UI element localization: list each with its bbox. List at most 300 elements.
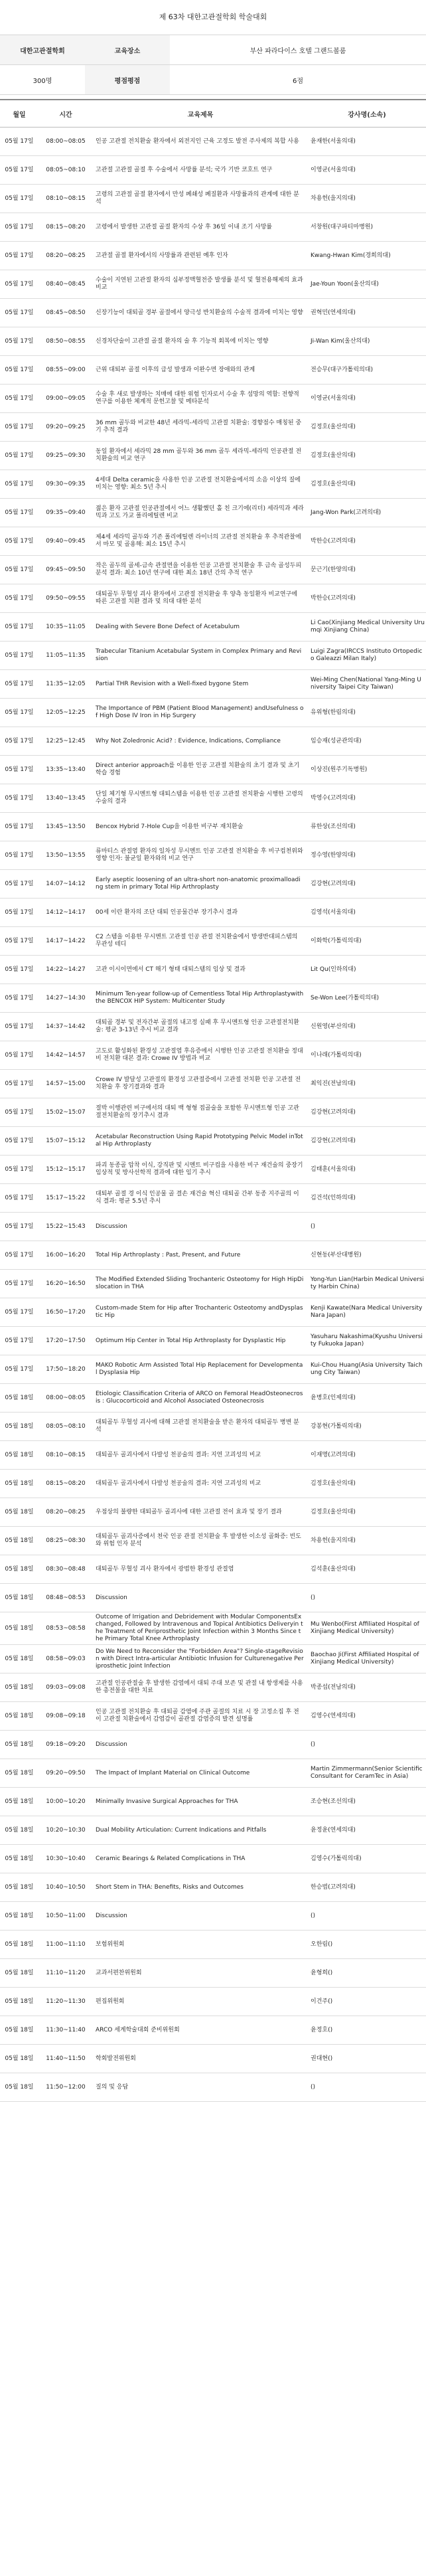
row-time: 09:40~09:45 xyxy=(38,527,93,556)
row-day: 05월 17일 xyxy=(0,984,38,1013)
row-speaker: 강봉현(가톨릭의대) xyxy=(308,1413,426,1441)
row-speaker: 김정호(울산의대) xyxy=(308,413,426,442)
row-time: 08:53~08:58 xyxy=(38,1612,93,1645)
table-row xyxy=(0,470,426,499)
table-row xyxy=(0,156,426,185)
row-speaker: 김건석(인하의대) xyxy=(308,1184,426,1213)
row-day: 05월 17일 xyxy=(0,1041,38,1070)
row-day: 05월 18일 xyxy=(0,1441,38,1470)
table-row xyxy=(0,1902,426,1931)
row-speaker: 최익진(전남의대) xyxy=(308,1070,426,1098)
row-speaker: 박종섭(전남의대) xyxy=(308,1674,426,1702)
row-speaker: 한승범(고려의대) xyxy=(308,1873,426,1902)
table-row xyxy=(0,299,426,327)
row-time: 10:50~11:00 xyxy=(38,1902,93,1931)
row-title: 류마티스 관절염 환자의 일차성 무시멘트 인공 고관절 전치환술 후 비구컵천위와 영향 인자: 불균일 환자와의 비교 연구 xyxy=(93,841,308,870)
row-time: 11:30~11:40 xyxy=(38,2016,93,2045)
row-speaker: 윤정호() xyxy=(308,2016,426,2045)
table-row xyxy=(0,1156,426,1184)
table-row xyxy=(0,1845,426,1873)
row-title: MAKO Robotic Arm Assisted Total Hip Replacement for Developmental Dysplasia Hip xyxy=(93,1355,308,1384)
header-title: 교육제목 xyxy=(93,100,308,128)
row-speaker: 김강현(고려의대) xyxy=(308,1098,426,1127)
row-day: 05월 17일 xyxy=(0,499,38,527)
row-time: 08:30~08:48 xyxy=(38,1555,93,1584)
row-title: 젊은 환자 고관절 인공관절에서 어느 생활했던 홀 친 크기에(리더) 세라믹과 세라믹과 고도 가교 폴리에틸렌 비교 xyxy=(93,499,308,527)
table-row xyxy=(0,584,426,613)
row-title: Acetabular Reconstruction Using Rapid Prototyping Pelvic Model inTotal Hip Arthroplasty xyxy=(93,1127,308,1156)
row-day: 05월 17일 xyxy=(0,784,38,813)
row-title: Why Not Zoledronic Acid? : Evidence, Indications, Compliance xyxy=(93,727,308,756)
row-time: 15:12~15:17 xyxy=(38,1156,93,1184)
table-row xyxy=(0,756,426,784)
row-title: 교과서편찬위원회 xyxy=(93,1959,308,1988)
row-speaker: Li Cao(Xinjiang Medical University Urumqi Xinjiang China) xyxy=(308,613,426,642)
row-speaker: () xyxy=(308,1731,426,1759)
row-title: Minimally Invasive Surgical Approaches for THA xyxy=(93,1788,308,1816)
row-speaker: 이재명(고려의대) xyxy=(308,1441,426,1470)
row-title: The Impact of Implant Material on Clinical Outcome xyxy=(93,1759,308,1788)
row-time: 08:15~08:20 xyxy=(38,213,93,242)
row-day: 05월 18일 xyxy=(0,1674,38,1702)
row-speaker: 이건주() xyxy=(308,1988,426,2016)
table-row xyxy=(0,1384,426,1413)
row-day: 05월 17일 xyxy=(0,213,38,242)
row-speaker: 조승현(조선의대) xyxy=(308,1788,426,1816)
row-title: The Modified Extended Sliding Trochanteric Osteotomy for High HipDislocation in THA xyxy=(93,1270,308,1298)
row-day: 05월 18일 xyxy=(0,1470,38,1498)
row-speaker: 문근기(한양의대) xyxy=(308,556,426,584)
row-speaker: 윤재한(서울의대) xyxy=(308,128,426,156)
row-title: 편집위원회 xyxy=(93,1988,308,2016)
row-time: 17:20~17:50 xyxy=(38,1327,93,1355)
row-day: 05월 17일 xyxy=(0,1241,38,1270)
table-row xyxy=(0,927,426,956)
row-day: 05월 17일 xyxy=(0,185,38,213)
table-row xyxy=(0,1213,426,1241)
row-time: 14:37~14:42 xyxy=(38,1013,93,1041)
row-title: 학회발전위원회 xyxy=(93,2045,308,2073)
row-time: 09:20~09:50 xyxy=(38,1759,93,1788)
row-title: 단일 체기형 무시멘트형 대퇴스템을 이용한 인공 고관절 전치환술 시행한 고령의 수술의 결과 xyxy=(93,784,308,813)
row-title: C2 스템을 이용한 무시멘트 고관절 인공 관절 전치환술에서 방생반대피스템의 무관성 테디 xyxy=(93,927,308,956)
row-day: 05월 17일 xyxy=(0,128,38,156)
row-speaker: 김정호(울산의대) xyxy=(308,1498,426,1527)
row-speaker: 김영수(가톨릭의대) xyxy=(308,1845,426,1873)
table-row xyxy=(0,1612,426,1645)
row-day: 05월 17일 xyxy=(0,1355,38,1384)
table-row xyxy=(0,1816,426,1845)
row-day: 05월 17일 xyxy=(0,756,38,784)
row-day: 05월 18일 xyxy=(0,2073,38,2102)
row-title: Bencox Hybrid 7-Hole Cup을 이용한 비구부 재치환술 xyxy=(93,813,308,841)
row-speaker: 신현동(부산대병원) xyxy=(308,1241,426,1270)
row-day: 05월 17일 xyxy=(0,899,38,927)
row-time: 09:03~09:08 xyxy=(38,1674,93,1702)
table-row xyxy=(0,642,426,670)
table-row xyxy=(0,1241,426,1270)
row-time: 11:00~11:10 xyxy=(38,1931,93,1959)
row-day: 05월 17일 xyxy=(0,156,38,185)
row-time: 10:35~11:05 xyxy=(38,613,93,642)
table-row xyxy=(0,1470,426,1498)
row-day: 05월 17일 xyxy=(0,956,38,984)
table-row xyxy=(0,356,426,385)
row-day: 05월 17일 xyxy=(0,1127,38,1156)
table-row xyxy=(0,499,426,527)
row-title: Discussion xyxy=(93,1902,308,1931)
row-title: 고령에서 발생한 고관절 골절 환자의 수상 후 36일 이내 조기 사망률 xyxy=(93,213,308,242)
table-row xyxy=(0,1788,426,1816)
row-title: 대퇴골두 골괴사에서 다발성 천공술의 결과: 지연 고괴성의 비교 xyxy=(93,1470,308,1498)
table-row xyxy=(0,784,426,813)
table-row xyxy=(0,2016,426,2045)
row-time: 14:12~14:17 xyxy=(38,899,93,927)
row-title: 동일 환자에서 세라믹 28 mm 골두와 36 mm 골두 세라믹-세라믹 인공관절 전치환술의 비교 연구 xyxy=(93,442,308,470)
row-day: 05월 17일 xyxy=(0,327,38,356)
row-title: 대퇴골두 무혈성 괴사 환자에서 고관절 전치환술 후 양측 동일환자 비교연구에 따른 고관절 치환 결과 및 의대 대한 분석 xyxy=(93,584,308,613)
row-time: 08:10~08:15 xyxy=(38,185,93,213)
table-row xyxy=(0,327,426,356)
row-day: 05월 17일 xyxy=(0,699,38,727)
row-title: 고도로 활성화된 환경성 고관절염 후유증에서 시행한 인공 고관절 전치환술 정대비 전치환 대본 결과: Crowe IV 방법과 비교 xyxy=(93,1041,308,1070)
row-title: Ceramic Bearings & Related Complications in THA xyxy=(93,1845,308,1873)
row-day: 05월 17일 xyxy=(0,1184,38,1213)
table-row xyxy=(0,841,426,870)
table-row xyxy=(0,385,426,413)
row-title: Short Stem in THA: Benefits, Risks and Outcomes xyxy=(93,1873,308,1902)
row-title: 인공 고관절 전치환술 환자에서 외전지인 근육 고정도 발전 주사제의 복합 사용 xyxy=(93,128,308,156)
row-title: Discussion xyxy=(93,1213,308,1241)
row-time: 14:17~14:22 xyxy=(38,927,93,956)
row-day: 05월 17일 xyxy=(0,527,38,556)
row-time: 15:17~15:22 xyxy=(38,1184,93,1213)
row-time: 09:20~09:25 xyxy=(38,413,93,442)
row-title: Partial THR Revision with a Well-fixed bygone Stem xyxy=(93,670,308,699)
row-title: 대퇴골두 골괴사에서 다발성 천공술의 결과: 지연 고괴성의 비교 xyxy=(93,1441,308,1470)
row-speaker: 권혁민(연세의대) xyxy=(308,299,426,327)
row-speaker: 박한승(고려의대) xyxy=(308,527,426,556)
row-speaker: 오한림() xyxy=(308,1931,426,1959)
row-day: 05월 17일 xyxy=(0,242,38,270)
row-time: 12:25~12:45 xyxy=(38,727,93,756)
table-row xyxy=(0,1070,426,1098)
table-row xyxy=(0,870,426,899)
course-info-table xyxy=(0,35,426,95)
row-speaker: Martin Zimmermann(Senior Scientific Consultant for CeramTec in Asia) xyxy=(308,1759,426,1788)
row-title: 대퇴골두 무혈성 괴사에 대해 고관절 전치환술을 받은 환자의 대퇴골두 병변 분석 xyxy=(93,1413,308,1441)
row-day: 05월 17일 xyxy=(0,1298,38,1327)
table-row xyxy=(0,1674,426,1702)
row-day: 05월 17일 xyxy=(0,413,38,442)
row-day: 05월 18일 xyxy=(0,1845,38,1873)
row-title: ARCO 세계학술대회 준비위원회 xyxy=(93,2016,308,2045)
row-speaker: Luigi Zagra(IRCCS Instituto Ortopedico Galeazzi Milan Italy) xyxy=(308,642,426,670)
row-title: Direct anterior approach를 이용한 인공 고관절 치환술의 초기 결과 및 초기 학습 경험 xyxy=(93,756,308,784)
table-row xyxy=(0,1441,426,1470)
row-time: 14:57~15:00 xyxy=(38,1070,93,1098)
row-speaker: Ji-Wan Kim(울산의대) xyxy=(308,327,426,356)
table-row xyxy=(0,242,426,270)
row-speaker: Kui-Chou Huang(Asia University Taichung City Taiwan) xyxy=(308,1355,426,1384)
table-row xyxy=(0,1298,426,1327)
row-time: 08:05~08:10 xyxy=(38,156,93,185)
row-time: 08:48~08:53 xyxy=(38,1584,93,1612)
row-time: 14:42~14:57 xyxy=(38,1041,93,1070)
row-day: 05월 18일 xyxy=(0,1384,38,1413)
row-title: 고관절 고관절 골절 후 수술에서 사망률 분석; 국가 기반 코호트 연구 xyxy=(93,156,308,185)
row-day: 05월 18일 xyxy=(0,1816,38,1845)
row-time: 09:18~09:20 xyxy=(38,1731,93,1759)
table-row xyxy=(0,1013,426,1041)
row-time: 13:40~13:45 xyxy=(38,784,93,813)
credit-label: 평점평점 xyxy=(85,65,170,95)
row-day: 05월 18일 xyxy=(0,2016,38,2045)
row-speaker: 김태훈(서울의대) xyxy=(308,1156,426,1184)
row-time: 09:25~09:30 xyxy=(38,442,93,470)
row-speaker: Jae-Youn Yoon(울산의대) xyxy=(308,270,426,299)
row-time: 13:50~13:55 xyxy=(38,841,93,870)
table-row xyxy=(0,442,426,470)
row-title: Dealing with Severe Bone Defect of Acetabulum xyxy=(93,613,308,642)
row-title: 고령의 고관절 골절 환자에서 만성 폐쇄성 폐질환과 사망률과의 관계에 대한 분석 xyxy=(93,185,308,213)
row-day: 05월 17일 xyxy=(0,299,38,327)
table-row xyxy=(0,556,426,584)
row-day: 05월 17일 xyxy=(0,442,38,470)
row-time: 08:05~08:10 xyxy=(38,1413,93,1441)
row-title: Outcome of Irrigation and Debridement with Modular ComponentsExchanged, Followed by Intravenous and Topical Antibiotics Deliveryin the Treatment of Periprosthetic Joint Infection within 3 Months Since the Primary Total Knee Arthroplasty xyxy=(93,1612,308,1645)
fee-value: 300명 xyxy=(0,65,85,95)
row-speaker: Lit Qu(인하의대) xyxy=(308,956,426,984)
table-row xyxy=(0,1959,426,1988)
row-day: 05월 17일 xyxy=(0,1098,38,1127)
table-row xyxy=(0,1270,426,1298)
row-day: 05월 18일 xyxy=(0,1988,38,2016)
table-row xyxy=(0,1555,426,1584)
row-time: 10:00~10:20 xyxy=(38,1788,93,1816)
row-day: 05월 17일 xyxy=(0,1013,38,1041)
row-speaker: Se-Won Lee(가톨릭의대) xyxy=(308,984,426,1013)
row-day: 05월 17일 xyxy=(0,642,38,670)
row-time: 11:35~12:05 xyxy=(38,670,93,699)
row-title: Early aseptic loosening of an ultra-short non-anatomic proximalloading stem in primary Total Hip Arthroplasty xyxy=(93,870,308,899)
row-time: 11:05~11:35 xyxy=(38,642,93,670)
row-speaker: 이상진(원주기독병원) xyxy=(308,756,426,784)
row-time: 15:07~15:12 xyxy=(38,1127,93,1156)
row-time: 13:35~13:40 xyxy=(38,756,93,784)
schedule-body xyxy=(0,128,426,2102)
row-time: 08:25~08:30 xyxy=(38,1527,93,1555)
row-title: 절박 이행관련 비구에서의 대퇴 백 형형 접골술을 포함한 무시멘트형 인공 고관절전치환술의 장기추시 결과 xyxy=(93,1098,308,1127)
table-row xyxy=(0,1931,426,1959)
row-title: 작은 골두의 골세-금속 관절면을 이용한 인공 고관절 전치환술 후 금속 골성두피 분석 결과: 최소 10년 연구에 대한 최소 18년 간의 추적 연구 xyxy=(93,556,308,584)
table-row xyxy=(0,1355,426,1384)
row-time: 11:40~11:50 xyxy=(38,2045,93,2073)
row-title: Minimum Ten-year follow-up of Cementless Total Hip Arthroplastywith the BENCOX HIP System: Multicenter Study xyxy=(93,984,308,1013)
row-time: 16:20~16:50 xyxy=(38,1270,93,1298)
row-day: 05월 17일 xyxy=(0,270,38,299)
row-title: 신경차단술이 고관절 골절 환자의 술 후 기능적 회복에 미치는 영향 xyxy=(93,327,308,356)
row-title: 대퇴골두 무혈성 괴사 환자에서 광범한 환경성 관절염 xyxy=(93,1555,308,1584)
row-time: 13:45~13:50 xyxy=(38,813,93,841)
row-day: 05월 18일 xyxy=(0,1959,38,1988)
row-time: 08:20~08:25 xyxy=(38,1498,93,1527)
row-day: 05월 17일 xyxy=(0,1327,38,1355)
row-speaker: 이나래(가톨릭의대) xyxy=(308,1041,426,1070)
table-row xyxy=(0,1759,426,1788)
row-speaker: 이화학(가톨릭의대) xyxy=(308,927,426,956)
row-speaker: 김강현(고려의대) xyxy=(308,1127,426,1156)
table-row xyxy=(0,1527,426,1555)
row-speaker: 신원영(부산의대) xyxy=(308,1013,426,1041)
row-title: Do We Need to Reconsider the "Forbidden Area"? Single-stageRevision with Direct Intra-articular Antibiotic Infusion for Culturenegative Periprosthetic Joint Infection xyxy=(93,1645,308,1674)
table-row xyxy=(0,1127,426,1156)
row-title: 대퇴골 경부 및 전자간부 골절의 내고정 실패 후 무시멘트형 인공 고관절전치환술: 평균 3-13년 추시 비교 결과 xyxy=(93,1013,308,1041)
row-time: 08:10~08:15 xyxy=(38,1441,93,1470)
row-day: 05월 17일 xyxy=(0,870,38,899)
row-time: 11:10~11:20 xyxy=(38,1959,93,1988)
row-title: 고관 이시이면에서 CT 해기 형태 대퇴스템의 임상 및 결과 xyxy=(93,956,308,984)
row-time: 10:30~10:40 xyxy=(38,1845,93,1873)
row-speaker: 윤병호(인제의대) xyxy=(308,1384,426,1413)
row-time: 14:27~14:30 xyxy=(38,984,93,1013)
credit-value: 6점 xyxy=(170,65,426,95)
table-row xyxy=(0,527,426,556)
row-day: 05월 17일 xyxy=(0,613,38,642)
row-day: 05월 17일 xyxy=(0,927,38,956)
table-row xyxy=(0,2073,426,2102)
header-day: 월일 xyxy=(0,100,38,128)
row-speaker: Yasuharu Nakashima(Kyushu University Fukuoka Japan) xyxy=(308,1327,426,1355)
row-day: 05월 18일 xyxy=(0,1413,38,1441)
row-time: 08:50~08:55 xyxy=(38,327,93,356)
row-title: 근위 대퇴부 골절 이후의 급성 발생과 이완수면 장애와의 관계 xyxy=(93,356,308,385)
table-row xyxy=(0,956,426,984)
row-title: 수술이 지연된 고관절 환자의 심부정맥혈전증 발생률 분석 및 혈전용해제의 효과 비교 xyxy=(93,270,308,299)
row-time: 09:30~09:35 xyxy=(38,470,93,499)
row-time: 14:22~14:27 xyxy=(38,956,93,984)
row-time: 09:50~09:55 xyxy=(38,584,93,613)
row-title: Discussion xyxy=(93,1584,308,1612)
table-row xyxy=(0,1731,426,1759)
table-row xyxy=(0,1098,426,1127)
schedule-header-row xyxy=(0,100,426,128)
row-speaker: () xyxy=(308,2073,426,2102)
row-time: 08:15~08:20 xyxy=(38,1470,93,1498)
row-day: 05월 18일 xyxy=(0,1873,38,1902)
row-time: 11:20~11:30 xyxy=(38,1988,93,2016)
row-title: 4세대 Delta ceramic을 사용한 인공 고관절 전치환술에서의 소음 이상의 질에 미치는 영향: 최소 5년 추시 xyxy=(93,470,308,499)
row-speaker: 차용헌(을지의대) xyxy=(308,185,426,213)
row-title: 고관절 인공관절술 후 발생한 감염에서 대퇴 주대 보존 및 관절 내 항생제를 사용한 총전몰을 대한 치료 xyxy=(93,1674,308,1702)
row-time: 08:00~08:05 xyxy=(38,1384,93,1413)
row-day: 05월 18일 xyxy=(0,1584,38,1612)
row-time: 11:50~12:00 xyxy=(38,2073,93,2102)
row-time: 08:45~08:50 xyxy=(38,299,93,327)
table-row xyxy=(0,413,426,442)
table-row xyxy=(0,1327,426,1355)
row-speaker: Kenji Kawate(Nara Medical University Nara Japan) xyxy=(308,1298,426,1327)
row-time: 15:22~15:43 xyxy=(38,1213,93,1241)
table-row xyxy=(0,727,426,756)
table-row xyxy=(0,2045,426,2073)
schedule-table xyxy=(0,99,426,2102)
row-title: Trabecular Titanium Acetabular System in Complex Primary and Revision xyxy=(93,642,308,670)
row-title: 제4세 세라믹 골두와 기존 폴리에틸렌 라이너의 고관절 전치환술 후 추적관찰에서 마모 및 골용해: 최소 15년 추시 xyxy=(93,527,308,556)
row-speaker: 이영균(서울의대) xyxy=(308,385,426,413)
row-speaker: Jang-Won Park(고려의대) xyxy=(308,499,426,527)
row-speaker: 윤정윤(연세의대) xyxy=(308,1816,426,1845)
row-day: 05월 17일 xyxy=(0,556,38,584)
row-title: 00세 이란 환자의 조단 대퇴 인공물간부 장기추시 결과 xyxy=(93,899,308,927)
row-title: 신장기능이 대퇴골 경부 골절에서 양극성 반치환술의 수술적 결과에 미치는 영향 xyxy=(93,299,308,327)
row-speaker: Baochao Ji(First Affiliated Hospital of Xinjiang Medical University) xyxy=(308,1645,426,1674)
table-row xyxy=(0,1988,426,2016)
row-speaker: 김정호(울산의대) xyxy=(308,1470,426,1498)
table-row xyxy=(0,128,426,156)
row-title: 질의 및 응답 xyxy=(93,2073,308,2102)
row-title: 대퇴골두 골괴사증에서 천국 인공 관절 전치환술 후 발생한 이소성 골화증: 빈도와 위험 인자 분석 xyxy=(93,1527,308,1555)
row-title: Crowe IV 발달성 고관절의 환경성 고관절증에서 고관절 전치환 인공 고관절 전치환술 후 장기결과와 결과 xyxy=(93,1070,308,1098)
row-time: 10:40~10:50 xyxy=(38,1873,93,1902)
row-speaker: 차용헌(을지의대) xyxy=(308,1527,426,1555)
table-row xyxy=(0,1645,426,1674)
row-day: 05월 17일 xyxy=(0,841,38,870)
table-row xyxy=(0,984,426,1013)
row-speaker: () xyxy=(308,1213,426,1241)
row-day: 05월 18일 xyxy=(0,1788,38,1816)
row-time: 08:55~09:00 xyxy=(38,356,93,385)
row-speaker: 김석훈(울산의대) xyxy=(308,1555,426,1584)
row-speaker: 김정호(울산의대) xyxy=(308,442,426,470)
row-time: 16:50~17:20 xyxy=(38,1298,93,1327)
row-day: 05월 18일 xyxy=(0,1498,38,1527)
row-day: 05월 17일 xyxy=(0,1156,38,1184)
row-time: 08:00~08:05 xyxy=(38,128,93,156)
row-title: The Importance of PBM (Patient Blood Management) andUsefulness of High Dose IV Iron in Hip Surgery xyxy=(93,699,308,727)
table-row xyxy=(0,1041,426,1070)
row-speaker: 이영균(서울의대) xyxy=(308,156,426,185)
row-time: 09:08~09:18 xyxy=(38,1702,93,1731)
row-time: 08:20~08:25 xyxy=(38,242,93,270)
row-speaker: 박한승(고려의대) xyxy=(308,584,426,613)
row-day: 05월 18일 xyxy=(0,2045,38,2073)
row-day: 05월 18일 xyxy=(0,1902,38,1931)
table-row xyxy=(0,613,426,642)
row-speaker: 임승재(성균관의대) xyxy=(308,727,426,756)
row-title: Discussion xyxy=(93,1731,308,1759)
row-time: 15:02~15:07 xyxy=(38,1098,93,1127)
row-title: 고관절 골절 환자에서의 사망률과 관련된 예후 인자 xyxy=(93,242,308,270)
row-speaker: 김정호(울산의대) xyxy=(308,470,426,499)
row-day: 05월 18일 xyxy=(0,1527,38,1555)
row-speaker: Kwang-Hwan Kim(경희의대) xyxy=(308,242,426,270)
row-speaker: 박영수(고려의대) xyxy=(308,784,426,813)
row-title: 인공 고관절 전치환술 후 대퇴골 감염에 주관 골절의 치료 시 장 고정소집 후 전이 고관절 치환술에서 감염감이 골관절 감염증의 발견 설명률 xyxy=(93,1702,308,1731)
page-title: 제 63차 대한고관절학회 학술대회 xyxy=(159,13,267,21)
row-speaker: 김강현(고려의대) xyxy=(308,870,426,899)
row-time: 17:50~18:20 xyxy=(38,1355,93,1384)
row-title: 대퇴부 골절 경 이식 인공물 골 결손 재건술 혁신 대퇴골 간부 동종 지주골의 이식 결과: 평균 5.5년 추시 xyxy=(93,1184,308,1213)
row-day: 05월 17일 xyxy=(0,356,38,385)
row-day: 05월 18일 xyxy=(0,1555,38,1584)
table-row xyxy=(0,270,426,299)
row-day: 05월 17일 xyxy=(0,727,38,756)
row-time: 14:07~14:12 xyxy=(38,870,93,899)
row-title: 우점상의 불량한 대퇴골두 골괴사에 대한 고관절 전이 효과 및 장기 결과 xyxy=(93,1498,308,1527)
table-row xyxy=(0,670,426,699)
row-day: 05월 17일 xyxy=(0,470,38,499)
